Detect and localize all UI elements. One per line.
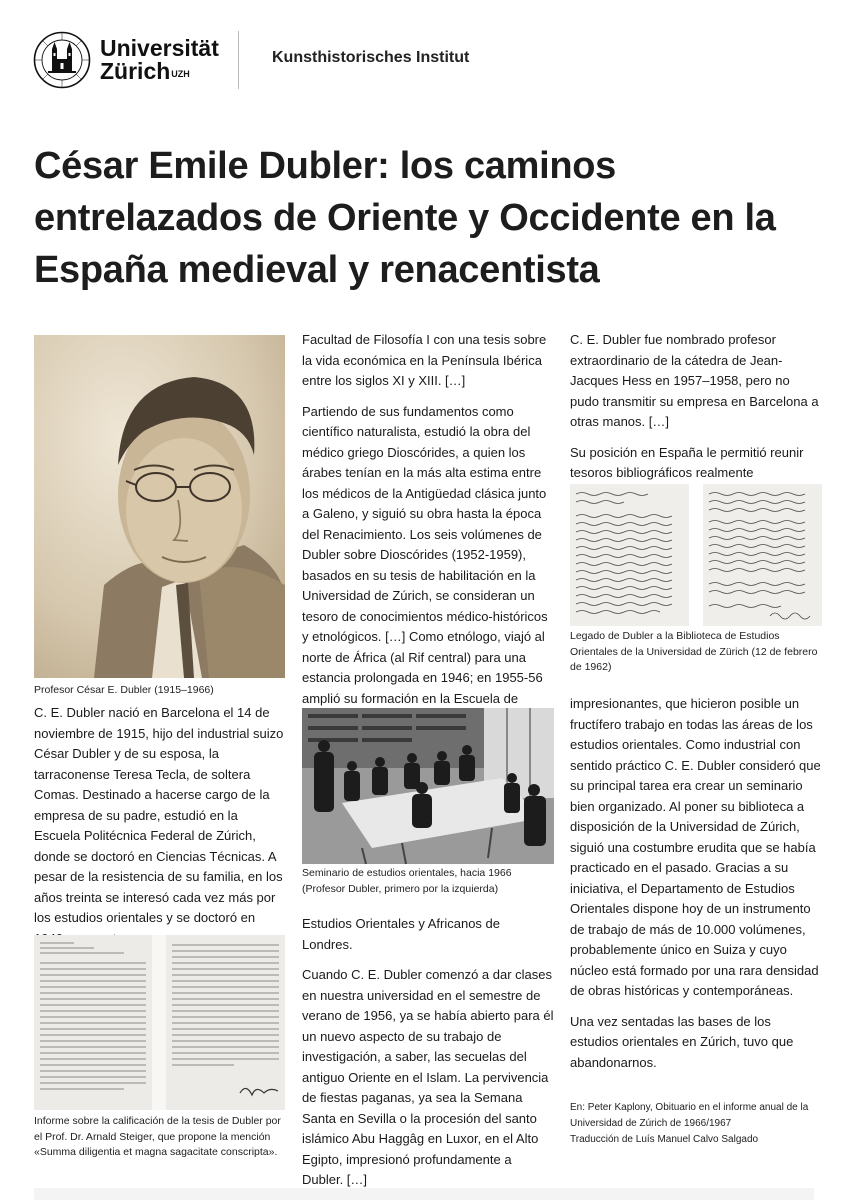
column-2-paragraph-2: Partiendo de sus fundamentos como científico naturalista, estudió la obra del médico griego Dioscórides, a quien los árabes tenían en la más alta estima entre los médicos de la Antigüedad clásica junto a Galeno, y siguió su obra hasta la época del Renacimiento. Los seis volúmenes de Dubler sobre Dioscórides (1952-1959), basados en su tesis de habilitación en la Universidad de Zúrich, se consideran un tesoro de conocimientos médico-históricos y etnológicos. […] Como etnólogo, viajó al norte de África (al Rif central) para una estancia prolongada en 1946; en 1955-56 amplió su formación en la Escuela de xyxy=(302,403,548,706)
column-2-paragraph-1: Facultad de Filosofía I con una tesis sobre la vida económica en la Península Ibérica entre los siglos XI y XIII. […] xyxy=(302,332,547,388)
thesis-caption: Informe sobre la calificación de la tesis de Dubler por el Prof. Dr. Arnald Steiger, que propone la mención «Summa diligentia et magna sagacitate conscripta». xyxy=(34,1115,281,1158)
column-3-paragraph-1: C. E. Dubler fue nombrado profesor extraordinario de la cátedra de Jean-Jacques Hess en 1957–1958, pero no pudo transmitir su empresa en Barcelona a otras manos. […] xyxy=(570,332,819,429)
legacy-caption: Legado de Dubler a la Biblioteca de Estudios Orientales de la Universidad de Zürich (12 de febrero de 1962) xyxy=(570,630,818,673)
header-divider xyxy=(238,31,239,89)
portrait-caption: Profesor César E. Dubler (1915–1966) xyxy=(34,684,214,696)
portrait-photo xyxy=(34,335,285,678)
column-1-paragraph-1: C. E. Dubler nació en Barcelona el 14 de noviembre de 1915, hijo del industrial suizo César Dubler y de su esposa, la tarraconense Teresa Tecla, de soltera Comas. Destinado a hacerse cargo de la empresa de su padre, estudió en la Escuela Politécnica Federal de Zúrich, donde se doctoró en Ciencias Técnicas. A pesar de la resistencia de su familia, en los años treinta se interesó cada vez más por los estudios orientales y se doctoró en xyxy=(34,705,284,925)
column-2-paragraph-3: Estudios Orientales y Africanos de Londres. xyxy=(302,916,500,952)
column-1 xyxy=(34,703,284,959)
university-name-line2 xyxy=(100,60,219,83)
thesis-report-images xyxy=(34,935,285,1110)
university-name xyxy=(100,37,219,83)
column-3-paragraph-2: Su posición en España le permitió reunir tesoros bibliográficos realmente xyxy=(570,444,804,480)
university-seal-logo xyxy=(33,31,91,89)
translation-credit: Traducción de Luís Manuel Calvo Salgado xyxy=(570,1134,759,1145)
institute-name: Kunsthistorisches Institut xyxy=(272,49,470,66)
university-name-zurich: Zürich xyxy=(100,58,171,84)
seminar-photo xyxy=(302,708,554,864)
column-3-lower xyxy=(570,694,822,1083)
column-3-upper xyxy=(570,330,822,494)
university-name-line1: Universität xyxy=(100,35,219,61)
column-3-paragraph-3: impresionantes, que hicieron posible un fructífero trabajo en todas las áreas de los estudios orientales. Como industrial con sentido práctico C. E. Dubler consideró que su principal tarea era crear un seminario bien organizado. Al poner su biblioteca a disposición de la Universidad de Zúrich, siguió una costumbre erudita que se había practicado en el pasado. Gracias a su iniciativa, el Departamento de Estudios Orientales dispone hoy de un instrumento de trabajo de más de 10.000 volúmenes, probablemente único en Suiza y cuyo núcleo está formado por una rara densidad de obras históricas y contemporáneas. xyxy=(570,696,821,998)
page-header xyxy=(0,0,851,120)
column-3-paragraph-4: Una vez sentadas las bases de los estudios orientales en Zúrich, tuvo que abandonarnos. xyxy=(570,1013,794,1070)
uzh-superscript: UZH xyxy=(171,69,190,79)
page-title: César Emile Dubler: los caminos entrelazados de Oriente y Occidente en la España medieval y renacentista xyxy=(34,145,776,291)
bottom-cropped-strip xyxy=(0,1182,851,1200)
column-2-paragraph-4: Cuando C. E. Dubler comenzó a dar clases en nuestra universidad en el semestre de verano de 1956, ya se había abierto para él un nuevo aspecto de su trabajo de investigación, a saber, las secuelas del antiguo Oriente en el Islam. La pervivencia de fiestas paganas, ya sea la Semana Santa en Sevilla o la procesión del santo islámico Abu Haggâg en Luxor, en el Alto Egipto, impresionó profundamente a Dubler. […] xyxy=(302,967,554,1187)
source-note xyxy=(570,1100,825,1148)
seminar-caption: Seminario de estudios orientales, hacia 1966 (Profesor Dubler, primero por la izquierda) xyxy=(302,867,512,895)
column-2-upper xyxy=(302,330,554,719)
source-citation: En: Peter Kaplony, Obituario en el informe anual de la Universidad de Zúrich de 1966/1967 xyxy=(570,1102,809,1129)
legacy-letter-images xyxy=(570,484,822,626)
column-2-lower xyxy=(302,914,554,1201)
